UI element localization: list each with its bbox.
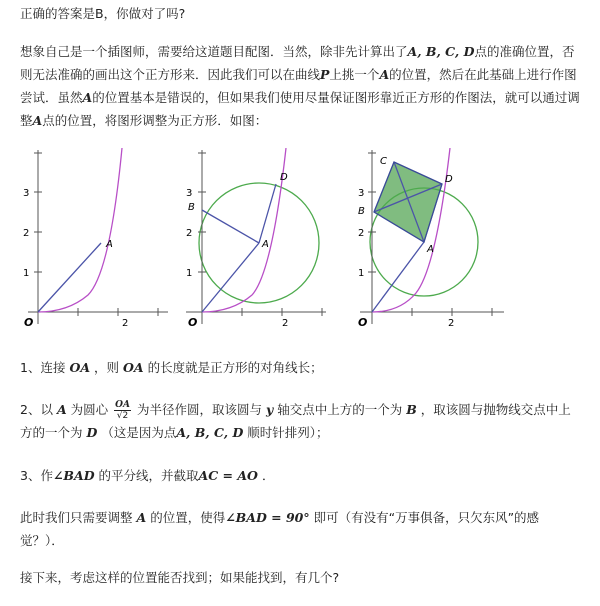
fig3-label-c: C (380, 156, 387, 167)
step1-text-1: 1、连接 (20, 360, 66, 375)
figure-1 (18, 148, 178, 330)
fig2-label-a: A (262, 239, 269, 250)
fig3-segment-oa (372, 242, 424, 312)
step2-text-4: 轴交点中上方的一个为 (277, 402, 403, 417)
intro-text-5: 的位置基本是错误的，但如果我们使用尽量保证图形靠近正方形的作图法，就可以通过调整 (20, 90, 580, 128)
adjust-text-1: 此时我们只需要调整 (20, 510, 133, 525)
adjust-text-2: 的位置，使得 (150, 510, 226, 525)
intro-text-1: 想象自己是一个插图师，需要给这道题目配图．当然，除非先计算出了 (20, 44, 408, 59)
intro-text-3: 上挑一个 (329, 67, 380, 82)
step2-points: A, B, C, D (176, 425, 244, 440)
intro-a-2: A (82, 90, 93, 105)
fig3-xtick-2: 2 (448, 318, 455, 329)
fig3-label-b: B (358, 206, 365, 217)
answer-line: 正确的答案是B，你做对了吗? (20, 6, 186, 21)
step1-oa-2: OA (123, 360, 144, 375)
fig3-label-o: O (358, 316, 368, 329)
step2-b: B (406, 402, 417, 417)
intro-paragraph (20, 40, 580, 132)
step2-text-1: 2、以 (20, 402, 53, 417)
fig2-xtick-2: 2 (282, 318, 289, 329)
fig2-ytick-1: 1 (186, 268, 193, 279)
intro-p: P (320, 67, 330, 82)
step-2 (20, 398, 580, 444)
step3-angle: ∠BAD (52, 468, 95, 483)
step-1 (20, 356, 580, 379)
fig1-ytick-3: 3 (23, 188, 30, 199)
fig2-segment-ab (202, 210, 259, 243)
figure-3 (354, 148, 512, 330)
adjust-paragraph (20, 506, 580, 552)
fig1-ytick-1: 1 (23, 268, 30, 279)
step1-text-2: ，则 (94, 360, 120, 375)
fig1-xtick-2: 2 (122, 318, 129, 329)
fig3-label-d: D (445, 174, 453, 185)
fig1-label-o: O (24, 316, 34, 329)
step2-d: D (86, 425, 98, 440)
step2-text-2: 为圆心 (70, 402, 109, 417)
fig1-segment-oa (38, 243, 101, 312)
fig3-ytick-1: 1 (358, 268, 365, 279)
step2-frac-num: OA (115, 400, 130, 410)
adjust-a: A (136, 510, 147, 525)
step3-equation: AC = AO (198, 468, 258, 483)
step-3 (20, 464, 580, 487)
step2-text-7: 顺时针排列）； (247, 425, 329, 440)
intro-points: A, B, C, D (407, 44, 475, 59)
fig2-ytick-3: 3 (186, 188, 193, 199)
step3-text-2: 的平分线，并截取 (98, 468, 199, 483)
intro-text-6: 点的位置，将图形调整为正方形．如图： (42, 113, 268, 128)
step2-frac-den: √2 (116, 411, 129, 421)
fig1-ytick-2: 2 (23, 228, 30, 239)
fig1-label-a: A (106, 239, 113, 250)
step2-a: A (56, 402, 67, 417)
fig2-label-d: D (280, 172, 288, 183)
step2-y: y (265, 402, 274, 417)
fig2-ytick-2: 2 (186, 228, 193, 239)
fig1-parabola (38, 148, 122, 312)
fig3-label-a: A (427, 244, 434, 255)
fig2-parabola (202, 148, 286, 312)
step2-text-6: （这是因为点 (101, 425, 177, 440)
intro-text-4: 的位置，然后在此基础上进行作图尝试．虽然 (20, 67, 577, 105)
step2-radius-fraction (114, 400, 131, 421)
step3-text-3: ． (261, 468, 275, 483)
step3-text-1: 3、作 (20, 468, 53, 483)
adjust-text-3: 即可（有没有“万事俱备，只欠东风”的感觉？）． (20, 510, 540, 548)
fig2-label-b: B (188, 202, 195, 213)
adjust-angle: ∠BAD = 90° (225, 510, 310, 525)
intro-text-2: 点的准确位置，否则无法准确的画出这个正方形来．因此我们可以在曲线 (20, 44, 575, 82)
fig3-square (374, 162, 442, 242)
fig3-ytick-3: 3 (358, 188, 365, 199)
intro-a-3: A (32, 113, 43, 128)
intro-a-1: A (379, 67, 390, 82)
step2-text-3: 为半径作圆，取该圆与 (136, 402, 262, 417)
fig3-ytick-2: 2 (358, 228, 365, 239)
step1-oa-1: OA (69, 360, 91, 375)
figure-2 (176, 148, 334, 330)
step2-text-5: ，取该圆与抛物线交点中上方的一个为 (20, 402, 571, 440)
fig2-label-o: O (188, 316, 198, 329)
step1-text-3: 的长度就是正方形的对角线长； (147, 360, 323, 375)
final-question: 接下来，考虑这样的位置能否找到；如果能找到，有几个? (20, 570, 340, 585)
